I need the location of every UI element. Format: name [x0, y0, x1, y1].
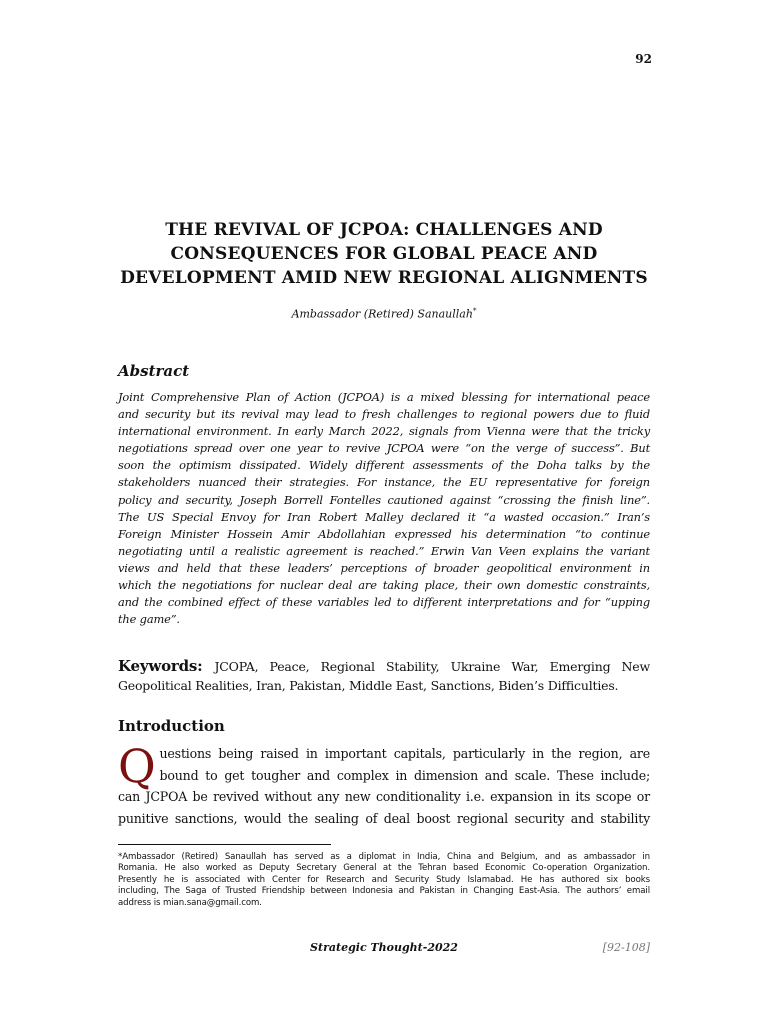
footnote-rule [118, 844, 331, 845]
abstract-line: The US Special Envoy for Iran Robert Malley declared it “a wasted occasion.” Iran’s [118, 509, 650, 524]
abstract-line: which the negotiations for nuclear deal are taking place, their own domestic constraints, [118, 578, 650, 593]
drop-cap: Q [118, 739, 156, 793]
abstract-line: soon the optimism dissipated. Widely different assessments of the Doha talks by the [118, 458, 650, 473]
intro-line: uestions being raised in important capitals, particularly in the region, are [159, 746, 650, 761]
abstract-line: negotiating until a realistic agreement is reached.” Erwin Van Veen explains the variant [118, 543, 650, 558]
abstract-line: and security but its revival may lead to fresh challenges to regional powers due to fluid [118, 407, 650, 422]
abstract-line: Foreign Minister Hossein Amir Abdollahian expressed his determination “to continue [118, 526, 650, 541]
intro-line: punitive sanctions, would the sealing of deal boost regional security and stability [118, 810, 650, 826]
title-line: CONSEQUENCES FOR GLOBAL PEACE AND [170, 244, 598, 264]
title-line: THE REVIVAL OF JCPOA: CHALLENGES AND [165, 220, 603, 240]
intro-line: can JCPOA be revived without any new conditionality i.e. expansion in its scope or [118, 789, 650, 805]
abstract-line: views and held that these leaders’ perceptions of broader geopolitical environment in [118, 560, 650, 575]
keywords-block [118, 657, 650, 695]
page-number: 92 [635, 52, 652, 66]
keywords-line: Geopolitical Realities, Iran, Pakistan, Middle East, Sanctions, Biden’s Difficulties. [118, 678, 619, 693]
paper-title [110, 218, 658, 290]
page-range: [92-108] [602, 941, 650, 954]
footnote-line: address is mian.sana@gmail.com. [118, 897, 262, 908]
keywords-text: JCOPA, Peace, Regional Stability, Ukraine War, Emerging New [214, 659, 650, 674]
abstract-line: policy and security, Joseph Borrell Fontelles cautioned against “crossing the finish line”. [118, 492, 650, 507]
author-line [118, 307, 650, 321]
abstract-heading: Abstract [118, 362, 190, 380]
footnote-line: Presently he is associated with Center for Research and Security Study Islamabad. He has authored six books [118, 874, 650, 885]
abstract-line: international environment. In early March 2022, signals from Vienna were that the tricky [118, 424, 650, 439]
footnote [118, 852, 650, 909]
introduction-body [118, 739, 650, 829]
intro-line: bound to get tougher and complex in dimension and scale. These include; [159, 767, 650, 783]
abstract-line: the game”. [118, 612, 180, 627]
journal-name: Strategic Thought-2022 [310, 941, 458, 954]
keywords-label: Keywords: [118, 657, 203, 675]
abstract-line: and the combined effect of these variables led to different interpretations and for “upping [118, 595, 650, 610]
footnote-line: Romania. He also worked as Deputy Secretary General at the Tehran based Economic Co-operation Organization. [118, 863, 650, 874]
author-name: Ambassador (Retired) Sanaullah [291, 307, 473, 321]
abstract-line: Joint Comprehensive Plan of Action (JCPOA) is a mixed blessing for international peace [118, 390, 650, 404]
abstract-body [118, 389, 650, 628]
introduction-heading: Introduction [118, 717, 225, 735]
abstract-line: stakeholders nuanced their strategies. For instance, the EU representative for foreign [118, 475, 650, 490]
keywords-line [118, 657, 650, 676]
title-line: DEVELOPMENT AMID NEW REGIONAL ALIGNMENTS [120, 268, 648, 288]
abstract-line: negotiations spread over one year to revive JCPOA were “on the verge of success”. But [118, 441, 650, 456]
footnote-line: including, The Saga of Trusted Friendship between Indonesia and Pakistan in Changing East-Asia. The authors’ email [118, 886, 650, 897]
author-footnote-mark: * [472, 307, 477, 315]
footnote-line: *Ambassador (Retired) Sanaullah has served as a diplomat in India, China and Belgium, and as ambassador in [118, 852, 650, 862]
